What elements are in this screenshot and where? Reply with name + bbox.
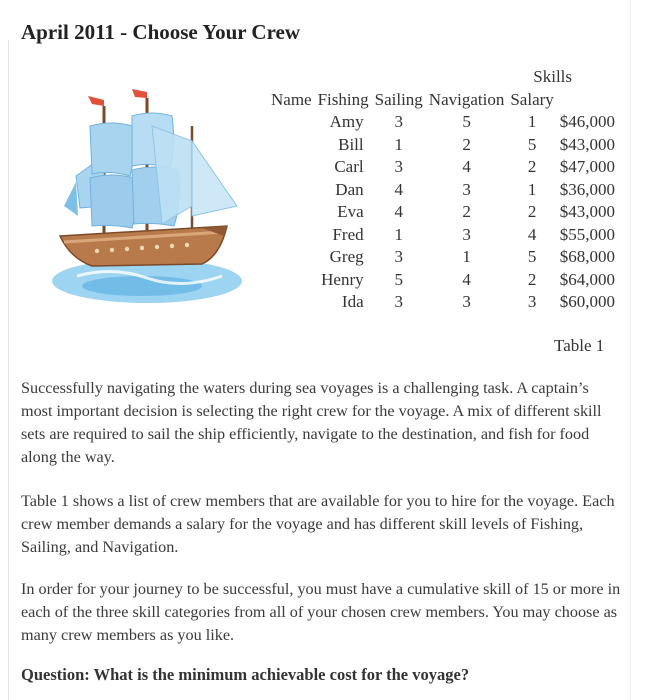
page-title: April 2011 - Choose Your Crew xyxy=(21,20,301,44)
crew-table xyxy=(268,66,618,314)
salary: $68,000 xyxy=(559,247,616,266)
right-margin-line xyxy=(630,0,631,700)
crew-name: Fred xyxy=(332,224,364,244)
salary: $43,000 xyxy=(559,134,616,154)
fishing-skill: 1 xyxy=(394,134,403,154)
sailing-skill: 1 xyxy=(462,247,471,266)
crew-name: Henry xyxy=(321,269,364,289)
table-row xyxy=(268,156,618,179)
paragraph-table-description: Table 1 shows a list of crew members that are available for you to hire for the voyage. Each crew member demands a salary for the voyage and has different skill levels of Fishing, Sailing, and Navigation. xyxy=(21,492,615,556)
sailing-skill: 3 xyxy=(462,224,471,244)
fishing-skill: 4 xyxy=(394,202,403,221)
table-row xyxy=(268,291,618,314)
table-row xyxy=(268,269,618,292)
table-row xyxy=(268,179,618,202)
column-header-fishing: Fishing xyxy=(317,89,369,109)
fishing-skill: 3 xyxy=(394,112,403,131)
table-row xyxy=(268,224,618,247)
table-row xyxy=(268,201,618,224)
fishing-skill: 3 xyxy=(394,247,403,266)
fishing-skill: 3 xyxy=(394,292,403,311)
column-header-row xyxy=(268,89,618,112)
sailing-skill: 3 xyxy=(462,179,471,199)
table-row xyxy=(268,134,618,157)
salary: $64,000 xyxy=(559,269,616,289)
crew-name: Bill xyxy=(338,134,364,154)
question-text: Question: What is the minimum achievable cost for the voyage? xyxy=(21,665,470,684)
column-header-sailing: Sailing xyxy=(374,89,423,109)
crew-name: Eva xyxy=(337,202,364,221)
fishing-skill: 1 xyxy=(394,224,403,244)
salary: $60,000 xyxy=(559,292,616,311)
sailing-ship-icon xyxy=(52,86,247,311)
crew-name: Amy xyxy=(329,112,364,131)
salary: $36,000 xyxy=(559,179,616,199)
table-caption: Table 1 xyxy=(554,336,605,355)
crew-name: Carl xyxy=(334,157,364,176)
sailing-skill: 3 xyxy=(462,292,471,311)
sailing-skill: 5 xyxy=(462,112,471,131)
sailing-skill: 4 xyxy=(462,157,471,176)
fishing-skill: 5 xyxy=(394,269,403,289)
navigation-skill: 3 xyxy=(527,292,537,311)
salary: $43,000 xyxy=(559,202,616,221)
sailing-skill: 2 xyxy=(462,134,471,154)
crew-name: Greg xyxy=(329,247,364,266)
skills-header-row xyxy=(268,66,618,89)
fishing-skill: 3 xyxy=(394,157,403,176)
navigation-skill: 1 xyxy=(527,112,537,131)
navigation-skill: 5 xyxy=(527,134,537,154)
navigation-skill: 1 xyxy=(527,179,537,199)
column-header-salary: Salary xyxy=(510,89,554,109)
skills-group-header: Skills xyxy=(533,67,573,86)
salary: $47,000 xyxy=(559,157,616,176)
salary: $46,000 xyxy=(559,112,616,131)
crew-name: Dan xyxy=(335,179,364,199)
navigation-skill: 4 xyxy=(527,224,537,244)
column-header-name: Name xyxy=(271,89,312,109)
sailing-skill: 2 xyxy=(462,202,471,221)
paragraph-requirements: In order for your journey to be successful, you must have a cumulative skill of 15 or more in each of the three skill categories from all of your chosen crew members. You may choose as many crew members as you like. xyxy=(21,580,621,644)
fishing-skill: 4 xyxy=(394,179,403,199)
left-margin-line xyxy=(8,40,9,700)
paragraph-intro: Successfully navigating the waters during sea voyages is a challenging task. A captain’s most important decision is selecting the right crew for the voyage. A mix of different skill sets are required to sail the ship efficiently, navigate to the destination, and fish for food along the way. xyxy=(21,379,602,466)
navigation-skill: 2 xyxy=(527,202,537,221)
navigation-skill: 2 xyxy=(527,269,537,289)
column-header-navigation: Navigation xyxy=(428,89,505,109)
table-row xyxy=(268,246,618,269)
table-row xyxy=(268,111,618,134)
navigation-skill: 5 xyxy=(527,247,537,266)
crew-name: Ida xyxy=(341,292,364,311)
salary: $55,000 xyxy=(559,224,616,244)
sailing-skill: 4 xyxy=(462,269,471,289)
navigation-skill: 2 xyxy=(527,157,537,176)
